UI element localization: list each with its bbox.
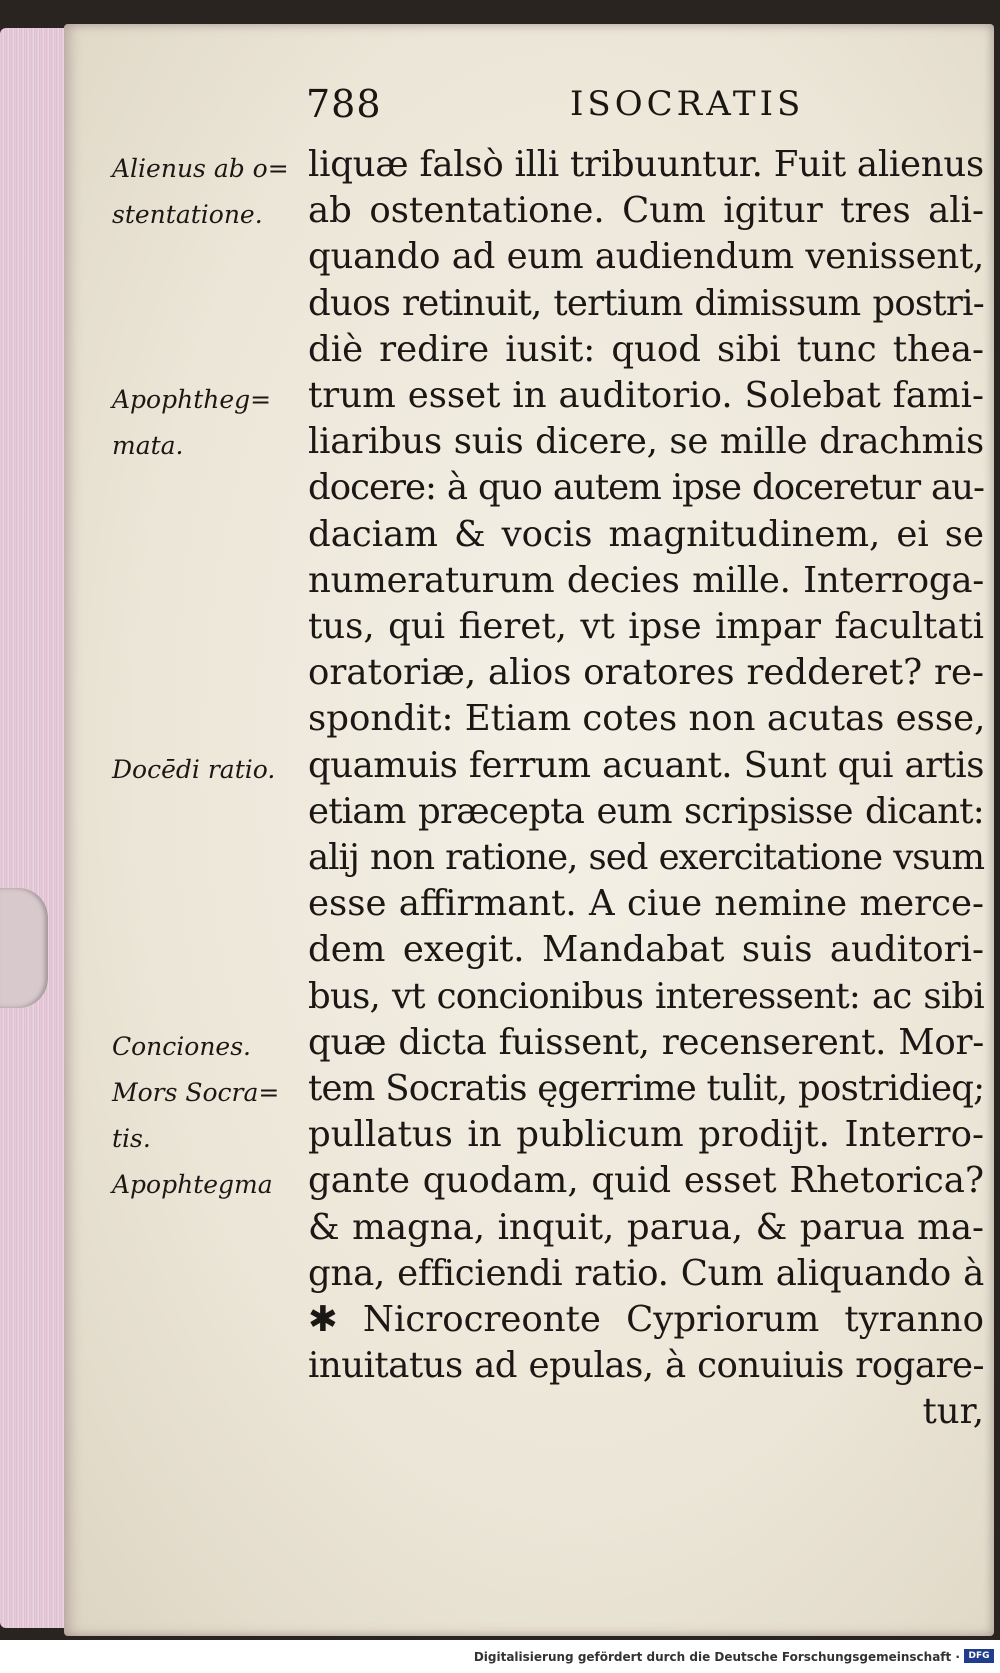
marginal-note: Conciones.: [112, 1031, 252, 1061]
body-text: [308, 142, 984, 1436]
text-line: bus, vt concionibus interessent: ac sibi: [308, 975, 984, 1017]
text-line: ✱ Nicrocreonte Cypriorum tyranno: [308, 1299, 984, 1341]
text-line: docere: à quo autem ipse doceretur au-: [308, 467, 984, 509]
page-number: 788: [306, 82, 382, 126]
running-head: ISOCRATIS: [570, 84, 805, 124]
book-clasp: [0, 888, 48, 1008]
text-line: tur,: [922, 1391, 984, 1433]
marginal-note: Apophtheg=: [112, 385, 272, 414]
text-line: duos retinuit, tertium dimissum postri-: [308, 282, 984, 324]
digitization-footer: [0, 1640, 1000, 1673]
text-line: tus, qui fieret, vt ipse impar facultati: [308, 606, 984, 648]
text-line: oratoriæ, alios oratores redderet? re-: [308, 652, 984, 694]
text-line: tem Socratis ęgerrime tulit, postridieq;: [308, 1068, 985, 1110]
text-line: esse affirmant. A ciue nemine merce-: [308, 883, 984, 925]
page-header: [0, 82, 1000, 132]
text-line: liaribus suis dicere, se mille drachmis: [308, 421, 984, 463]
text-line: alij non ratione, sed exercitatione vsum: [308, 837, 984, 879]
text-line: inuitatus ad epulas, à conuiuis rogare-: [308, 1345, 984, 1387]
marginal-note: Alienus ab o=: [112, 154, 289, 183]
page-edges: [0, 28, 70, 1628]
text-line: trum esset in auditorio. Solebat fami-: [308, 375, 984, 417]
text-line: quando ad eum audiendum venissent,: [308, 236, 984, 278]
text-line: gna, efficiendi ratio. Cum aliquando à: [308, 1252, 984, 1294]
marginal-note: tis.: [112, 1124, 151, 1154]
marginal-note: mata.: [112, 431, 184, 461]
text-line: liquæ falsò illi tribuuntur. Fuit alienus: [308, 144, 984, 185]
text-line: diè redire iusit: quod sibi tunc thea-: [308, 328, 984, 370]
text-line: gante quodam, quid esset Rhetorica?: [308, 1160, 984, 1202]
text-line: quæ dicta fuissent, recenserent. Mor-: [308, 1021, 984, 1063]
text-line: numeraturum decies mille. Interroga-: [308, 559, 984, 601]
text-line: daciam & vocis magnitudinem, ei se: [308, 513, 984, 555]
text-line: spondit: Etiam cotes non acutas esse,: [308, 698, 986, 740]
text-line: dem exegit. Mandabat suis auditori-: [308, 929, 984, 971]
marginal-note: Docēdi ratio.: [112, 754, 276, 784]
marginal-note: Apophtegma: [112, 1170, 273, 1200]
marginal-note: stentatione.: [112, 200, 263, 230]
text-line: quamuis ferrum acuant. Sunt qui artis: [308, 744, 984, 786]
dfg-logo: DFG: [964, 1649, 994, 1663]
funding-credit: Digitalisierung gefördert durch die Deutsche Forschungsgemeinschaft ·: [473, 1650, 960, 1664]
text-line: & magna, inquit, parua, & parua ma-: [308, 1206, 984, 1248]
text-line: ab ostentatione. Cum igitur tres ali-: [308, 190, 984, 232]
text-line: pullatus in publicum prodijt. Interro-: [308, 1114, 984, 1156]
text-line: etiam præcepta eum scripsisse dicant:: [308, 790, 984, 832]
marginal-note: Mors Socra=: [112, 1078, 280, 1107]
